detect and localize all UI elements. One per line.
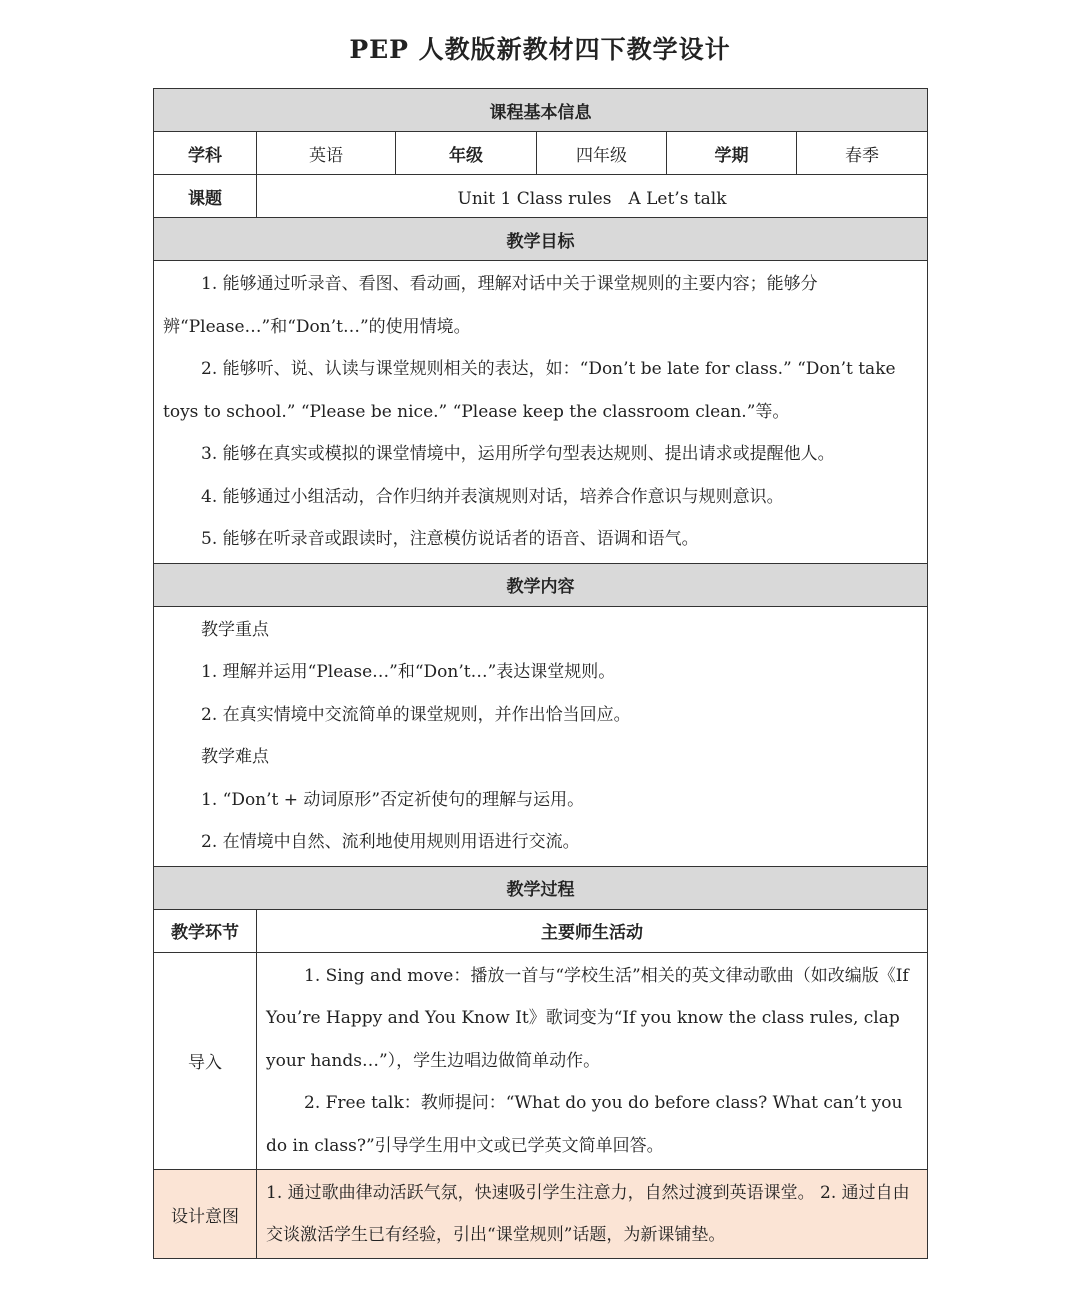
objective-item: 5. 能够在听录音或跟读时，注意模仿说话者的语音、语调和语气。 (201, 529, 699, 549)
activity-item: 2. Free talk：教师提问：“What do you do before class? What can’t you do in class?”引导学生用中文或已学英文简单回答。 (266, 1093, 903, 1156)
subject-label: 学科 (154, 132, 257, 175)
intro-activities (257, 952, 928, 1170)
objective-item: 1. 能够通过听录音、看图、看动画，理解对话中关于课堂规则的主要内容；能够分辨“Please…”和“Don’t…”的使用情境。 (163, 274, 818, 337)
grade-value: 四年级 (537, 132, 667, 175)
activity-item: 1. Sing and move：播放一首与“学校生活”相关的英文律动歌曲（如改编版《If You’re Happy and You Know It》歌词变为“If you know the class rules, clap your hands…”），学生边唱边做简单动作。 (266, 965, 909, 1071)
key-points-label: 教学重点 (201, 619, 269, 640)
difficulty-item: 2. 在情境中自然、流利地使用规则用语进行交流。 (201, 832, 580, 852)
subject-value: 英语 (257, 132, 396, 175)
intent-text: 1. 通过歌曲律动活跃气氛，快速吸引学生注意力，自然过渡到英语课堂。 2. 通过自由交谈激活学生已有经验，引出“课堂规则”话题，为新课铺垫。 (257, 1170, 928, 1259)
difficulties-label: 教学难点 (201, 747, 269, 767)
key-point-item: 1. 理解并运用“Please…”和“Don’t…”表达课堂规则。 (201, 662, 616, 682)
stage-column-header: 教学环节 (154, 909, 257, 952)
term-label: 学期 (667, 132, 797, 175)
objectives-body (154, 261, 928, 564)
content-header: 教学内容 (154, 563, 928, 606)
topic-value: Unit 1 Class rules A Let’s talk (257, 175, 928, 218)
objective-item: 3. 能够在真实或模拟的课堂情境中，运用所学句型表达规则、提出请求或提醒他人。 (201, 444, 835, 464)
intent-label: 设计意图 (154, 1170, 257, 1259)
topic-label: 课题 (154, 175, 257, 218)
difficulty-item: 1. “Don’t + 动词原形”否定祈使句的理解与运用。 (201, 789, 585, 810)
grade-label: 年级 (396, 132, 537, 175)
activity-column-header: 主要师生活动 (257, 909, 928, 952)
key-point-item: 2. 在真实情境中交流简单的课堂规则，并作出恰当回应。 (201, 704, 631, 725)
lesson-plan-table (153, 88, 928, 1259)
page-title: PEP 人教版新教材四下教学设计 (349, 35, 731, 64)
process-header: 教学过程 (154, 866, 928, 909)
objective-item: 2. 能够听、说、认读与课堂规则相关的表达，如：“Don’t be late for class.” “Don’t take toys to school.” “Please be nice.” “Please keep the classroom clean.”等。 (163, 359, 896, 422)
basic-info-header: 课程基本信息 (154, 89, 928, 132)
stage-intro: 导入 (154, 952, 257, 1170)
term-value: 春季 (797, 132, 928, 175)
objective-item: 4. 能够通过小组活动，合作归纳并表演规则对话，培养合作意识与规则意识。 (201, 486, 784, 507)
objectives-header: 教学目标 (154, 218, 928, 261)
content-body (154, 606, 928, 866)
